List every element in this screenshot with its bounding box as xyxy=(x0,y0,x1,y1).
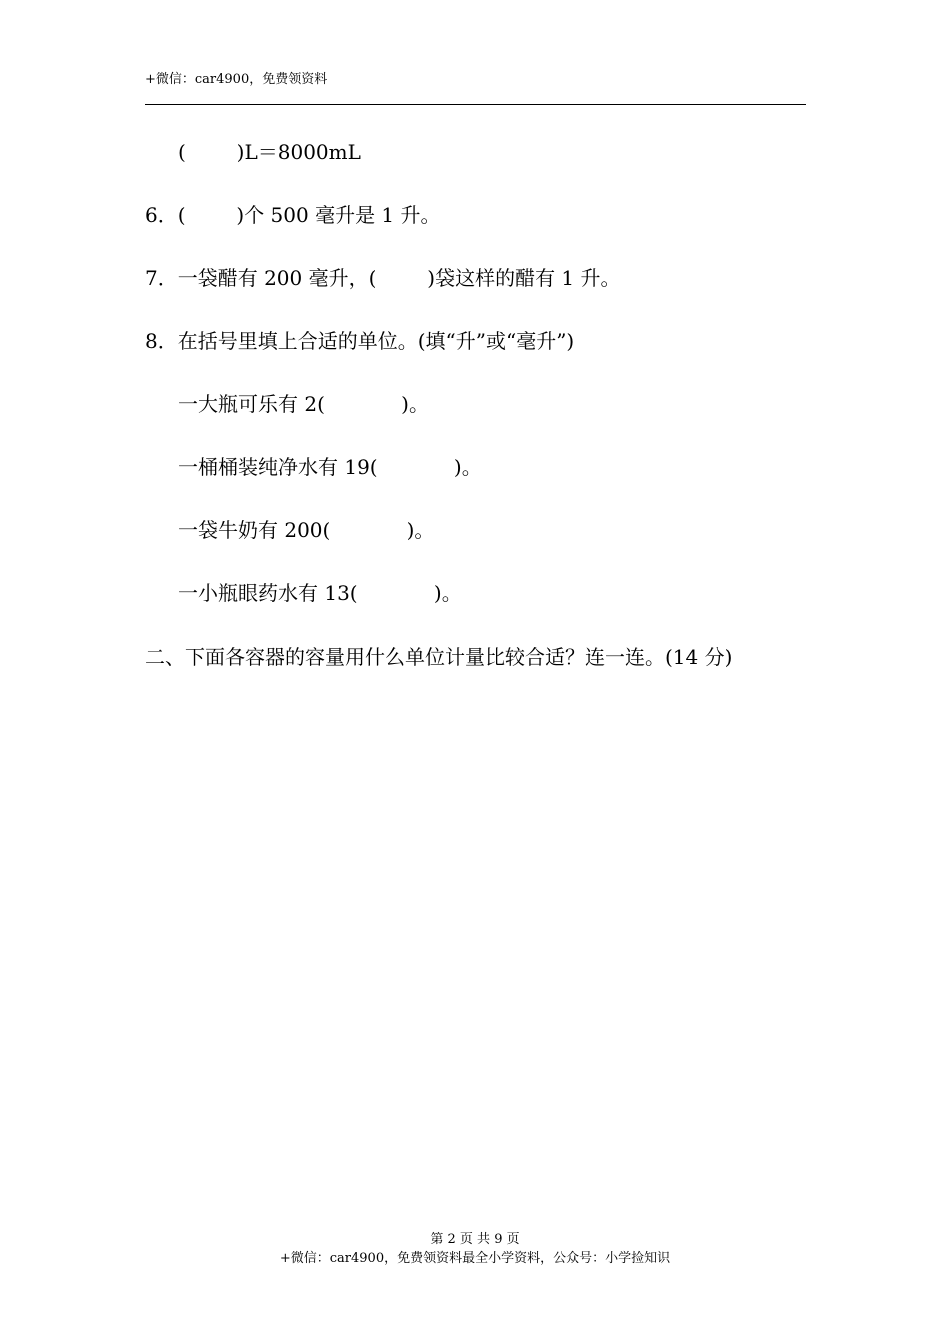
header-rule xyxy=(145,104,806,105)
question-7: 7．一袋醋有 200 毫升，( )袋这样的醋有 1 升。 xyxy=(145,266,621,290)
question-8-item-1: 一大瓶可乐有 2( )。 xyxy=(178,392,429,416)
page-number: 第 2 页 共 9 页 xyxy=(430,1232,520,1247)
section-2-heading: 二、下面各容器的容量用什么单位计量比较合适？连一连。(14 分) xyxy=(145,645,733,669)
question-line-5: ( )L＝8000mL xyxy=(178,140,361,164)
question-8: 8．在括号里填上合适的单位。(填“升”或“毫升”) xyxy=(145,329,575,353)
question-8-item-4: 一小瓶眼药水有 13( )。 xyxy=(178,581,462,605)
question-8-item-3: 一袋牛奶有 200( )。 xyxy=(178,518,435,542)
question-6: 6．( )个 500 毫升是 1 升。 xyxy=(145,203,441,227)
footer-note: +微信：car4900，免费领资料最全小学资料，公众号：小学捡知识 xyxy=(279,1251,671,1266)
question-8-item-2: 一桶桶装纯净水有 19( )。 xyxy=(178,455,482,479)
header-text: +微信：car4900，免费领资料 xyxy=(145,72,328,87)
